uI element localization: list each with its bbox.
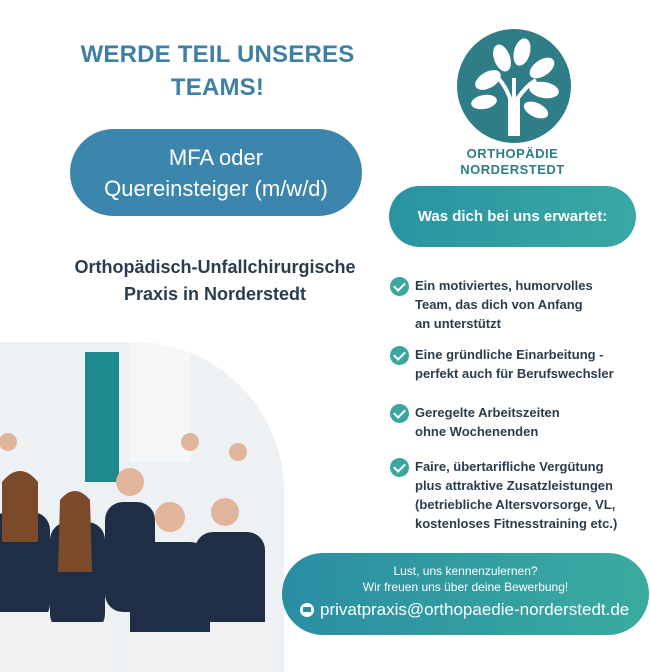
check-icon [390,458,409,477]
contact-line-2: Wir freuen uns über deine Bewerbung! [362,580,569,594]
headline-line-2: TEAMS! [170,74,265,101]
logo-wordmark [430,146,595,178]
logo-line-2: NORDERSTEDT [460,162,565,177]
mail-icon [300,603,314,617]
practice-line-2: Praxis in Norderstedt [123,284,307,304]
benefit-item [390,276,640,333]
benefit-text: Faire, übertarifliche Vergütung plus attraktive Zusatzleistungen (betriebliche Altersvorsorge, VL, kostenloses Fitnesstraining etc.) [415,459,618,531]
benefit-text: Eine gründliche Einarbeitung - perfekt auch für Berufswechsler [415,347,614,381]
job-title-line-2: Quereinsteiger (m/w/d) [104,175,328,201]
email-address[interactable]: privatpraxis@orthopaedie-norderstedt.de [320,600,630,619]
benefit-text: Ein motiviertes, humorvolles Team, das dich von Anfang an unterstützt [415,278,593,331]
check-icon [390,346,409,365]
check-icon [390,404,409,423]
expectations-heading-pill [389,186,636,247]
logo-line-1: ORTHOPÄDIE [466,146,559,161]
expectations-heading: Was dich bei uns erwartet: [417,208,608,225]
headline [40,38,395,104]
email-link[interactable] [300,600,629,620]
benefit-item [390,457,640,533]
practice-line-1: Orthopädisch-Unfallchirurgische [74,257,356,277]
job-title-pill [70,129,362,216]
contact-banner [282,553,649,635]
job-title-line-1: MFA oder [168,144,264,170]
tree-icon [456,28,572,144]
benefit-item [390,403,640,441]
benefit-text: Geregelte Arbeitszeiten ohne Wochenenden [415,405,560,439]
benefit-item [390,345,640,383]
practice-description [20,254,410,308]
contact-line-1: Lust, uns kennenzulernen? [393,564,538,578]
headline-line-1: WERDE TEIL UNSERES [80,41,355,68]
check-icon [390,277,409,296]
team-photo [0,342,284,672]
